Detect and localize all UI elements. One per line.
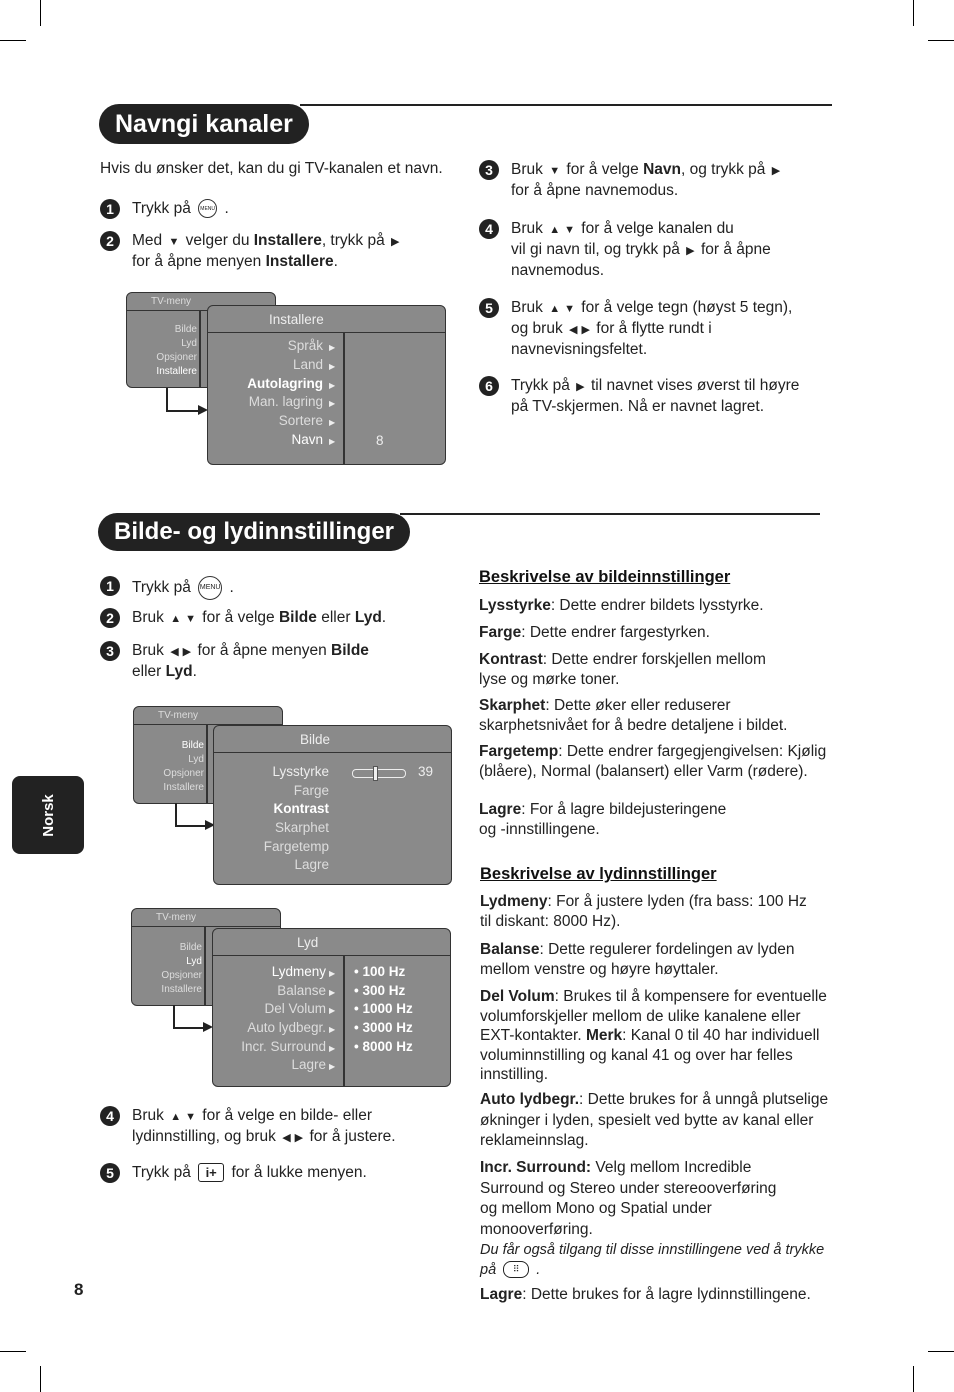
tv-menu-item: Installere [163,782,204,793]
step-text: for å velge [202,609,275,626]
bilde-panel [213,725,452,885]
desc-item [480,892,820,931]
step-bold: Lyd [354,609,382,626]
panel-item: Navn [291,432,323,447]
desc-term: Skarphet [479,697,546,714]
panel-title [213,929,450,956]
panel-item: Balanse [277,983,326,998]
step-text: for å åpne navnemodus. [511,182,679,199]
tv-menu-head: TV-meny [127,293,275,311]
desc-item [479,596,839,616]
panel-item: Incr. Surround [241,1039,326,1054]
intro-text: Hvis du ønsker det, kan du gi TV-kanalen et navn. [100,160,443,177]
desc-text: : Dette endrer fargegjengivelsen: Kjølig (blåere), Normal (balansert) eller Varm (rødere). [479,743,827,780]
step-text: for å velge kanalen du [581,220,734,237]
info-plus-label: i+ [205,1164,217,1180]
desc-item [479,696,799,735]
right-arrow-icon: ▶ [182,646,192,658]
step-number: 1 [100,199,120,219]
desc-item [480,1285,840,1305]
tv-menu-head: TV-meny [134,707,282,725]
step-bold: Installere [253,232,322,249]
right-arrow-icon: ▶ [329,381,336,390]
step-5 [100,1163,367,1183]
step-text: lydinnstilling, og bruk [132,1128,276,1145]
down-arrow-icon: ▼ [564,224,575,236]
step-text: Trykk på [132,579,191,597]
panel-title [214,726,451,753]
installere-panel [207,305,446,465]
down-arrow-icon: ▼ [185,613,196,625]
section-title [99,104,309,144]
panel-item: Lysstyrke [272,764,329,779]
panel-divider [343,332,345,464]
desc-text: : Kanal 0 til 40 har individuell voluminnstilling og kanal 41 og over har felles innstilling. [480,1027,820,1083]
desc-item [480,940,810,979]
crop-mark [913,0,914,26]
panel-value: 39 [418,764,434,779]
right-arrow-icon: ▶ [329,1062,336,1071]
step-1 [100,576,234,600]
section-rule [300,104,832,106]
desc-text: : Dette endrer bildets lysstyrke. [550,597,764,614]
tv-menu-item: Bilde [181,740,204,751]
picture-desc-heading: Beskrivelse av bildeinnstillinger [479,568,731,586]
menu-button-icon [198,576,222,600]
panel-item: Man. lagring [248,394,323,409]
step-text: navnemodus. [511,262,605,279]
desc-text: : For å lagre bildejusteringene og -innstillingene. [479,801,727,838]
freq-label: 1000 Hz [362,1001,413,1016]
up-arrow-icon: ▲ [549,303,561,315]
page-number: 8 [74,1280,84,1299]
connector-line [175,803,209,827]
italic-note [480,1241,840,1280]
crop-mark [928,40,954,41]
tv-menu-divider [206,725,208,803]
step-text: , og trykk på [681,161,766,178]
language-tab [12,776,84,854]
step-text: Trykk på [511,377,570,394]
step-text: velger du [185,232,250,249]
desc-item [480,1090,836,1152]
step-text: for å flytte rundt i [596,320,712,337]
panel-item: Skarphet [274,820,329,835]
right-arrow-icon: ▶ [329,969,336,978]
step-text: Bruk [132,1107,164,1124]
step-text: for å lukke menyen. [231,1164,367,1181]
step-6 [479,376,831,417]
desc-item [479,800,739,839]
panel-item: Autolagring [247,376,323,391]
tv-menu-items [156,323,197,379]
right-arrow-icon: ▶ [329,1006,336,1015]
step-text: til navnet vises øverst til høyre [590,377,800,394]
right-arrow-icon: ▶ [329,437,336,446]
tv-menu-item: Opsjoner [161,970,202,981]
step-text: . [192,663,197,680]
note-text: . [536,1261,541,1278]
desc-item [480,987,836,1085]
desc-text: : For å justere lyden (fra bass: 100 Hz til diskant: 8000 Hz). [480,893,807,930]
panel-item: Farge [293,783,329,798]
step-text: , trykk på [321,232,385,249]
step-text: Bruk [511,220,543,237]
left-arrow-icon: ◀ [569,324,578,336]
panel-title-text: Lyd [297,934,319,950]
step-number: 2 [100,608,120,628]
step-text: . [229,579,234,597]
tv-menu-item: Opsjoner [156,352,197,363]
desc-term: Fargetemp [479,743,559,760]
freq-label: 3000 Hz [362,1020,413,1035]
step-text: for å åpne [700,241,771,258]
desc-term: Lagre [479,801,522,818]
step-text: eller [132,663,162,680]
crop-mark [913,1366,914,1392]
step-bold: Installere [265,253,334,270]
desc-text: Velg mellom Incredible Surround og Stereo under stereooverføring og mellom Mono og Spatial under monooverføring. [480,1159,777,1238]
tv-menu-item: Bilde [179,942,202,953]
desc-text: : Dette regulerer fordelingen av lyden mellom venstre og høyre høyttaler. [480,941,795,978]
right-arrow-icon: ▶ [329,1044,336,1053]
step-text: Med [132,232,163,249]
desc-text: : Brukes til å kompensere for eventuelle volumforskjeller mellom de ulike kanalene eller EXT-kontakter. [480,988,827,1044]
panel-item: Land [292,357,323,372]
down-arrow-icon: ▼ [549,165,561,177]
right-arrow-icon: ▶ [329,343,336,352]
note-text: Du får også tilgang til disse innstillingene ved å trykke på [480,1242,825,1278]
step-number: 2 [100,231,120,251]
step-text: navnevisningsfeltet. [511,341,648,358]
step-text: Bruk [132,609,164,626]
panel-item: Språk [287,338,323,353]
step-bold: Bilde [331,642,369,659]
step-number: 3 [479,160,499,180]
step-number: 6 [479,376,499,396]
step-text: for å åpne menyen [197,642,327,659]
menu-button-icon [198,199,217,218]
step-3 [479,160,831,201]
step-3 [100,641,432,682]
tv-menu-head: TV-meny [132,909,280,927]
tv-menu-items [163,739,204,795]
section-rule [400,513,820,515]
desc-text: : Dette endrer forskjellen mellom lyse og mørke toner. [479,651,766,688]
desc-term: Kontrast [479,651,543,668]
step-text: Bruk [511,299,543,316]
desc-item [479,650,789,689]
up-arrow-icon: ▲ [170,613,182,625]
left-arrow-icon: ◀ [282,1132,291,1144]
right-arrow-icon: ▶ [329,1025,336,1034]
desc-term: Lysstyrke [479,597,551,614]
panel-item: Lagre [294,857,329,872]
section-title-text: Bilde- og lydinnstillinger [114,518,395,545]
panel-item: Fargetemp [263,839,329,854]
section-title [98,513,410,551]
crop-mark [40,1366,41,1392]
up-arrow-icon: ▲ [170,1111,182,1123]
crop-mark [0,40,26,41]
step-2 [100,608,386,629]
step-text: Trykk på [132,1164,191,1181]
desc-item [479,742,839,781]
desc-item [479,623,839,643]
freq-label: 8000 Hz [362,1039,413,1054]
panel-item: Lagre [291,1057,326,1072]
menu-icon-label: MENU [199,584,221,591]
step-text: Bruk [132,642,164,659]
brightness-slider[interactable] [352,769,406,778]
right-arrow-icon: ▶ [294,1132,304,1144]
desc-term: Lagre [480,1286,523,1303]
freq-band: • 3000 Hz [354,1020,413,1035]
menu-icon-label: MENU [200,205,216,212]
right-arrow-icon: ▶ [329,418,336,427]
info-plus-icon [198,1163,224,1182]
panel-item: Lydmeny [271,964,326,979]
freq-band: • 1000 Hz [354,1001,413,1016]
step-4 [100,1106,432,1148]
desc-term: Del Volum [480,988,555,1005]
step-5 [479,298,831,360]
step-text: for å justere. [309,1128,396,1145]
freq-band: • 300 Hz [354,983,406,998]
freq-band: • 100 Hz [354,964,406,979]
slider-knob[interactable] [373,766,378,781]
crop-mark [928,1351,954,1352]
up-arrow-icon: ▲ [549,224,561,236]
tv-menu-item: Installere [161,984,202,995]
tv-menu-item: Lyd [186,956,202,967]
section-title-text: Navngi kanaler [115,109,293,138]
step-4 [479,219,831,281]
right-arrow-icon: ▶ [329,399,336,408]
desc-text: : Dette brukes for å lagre lydinnstillingene. [522,1286,811,1303]
panel-title-text: Installere [269,311,324,327]
down-arrow-icon: ▼ [185,1111,196,1123]
step-text: for å velge en bilde- eller [202,1107,373,1124]
desc-term: Farge [479,624,522,641]
freq-band: • 8000 Hz [354,1039,413,1054]
step-bold: Bilde [278,609,317,626]
step-number: 5 [100,1163,120,1183]
osd-button-icon: ⠿ [503,1261,529,1278]
step-text: Trykk på [132,200,191,217]
desc-text: : Dette øker eller reduserer skarphetsnivået for å bedre detaljene i bildet. [479,697,788,734]
left-arrow-icon: ◀ [170,646,179,658]
step-number: 4 [479,219,499,239]
panel-value: 8 [376,433,384,448]
step-text: Bruk [511,161,543,178]
step-number: 3 [100,641,120,661]
tv-menu-divider [204,927,206,1005]
connector-line [173,1005,207,1029]
panel-title [208,306,445,333]
step-number: 1 [100,576,120,596]
connector-line [166,388,202,412]
right-arrow-icon: ▶ [391,236,400,248]
step-text: . [381,609,387,626]
panel-title-text: Bilde [300,731,331,747]
freq-label: 100 Hz [362,964,406,979]
lyd-panel [212,928,451,1087]
tv-menu-item: Lyd [188,754,204,765]
step-text: . [333,253,338,270]
desc-term: Auto lydbegr. [480,1091,580,1108]
step-bold: Navn [643,161,681,178]
panel-divider [343,955,345,1086]
tv-menu-item: Lyd [181,338,197,349]
panel-item: Auto lydbegr. [247,1020,326,1035]
step-text: for å velge tegn (høyst 5 tegn), [581,299,793,316]
step-number: 4 [100,1106,120,1126]
desc-text: : Dette brukes for å unngå plutselige økninger i lyden, spesielt ved bytte av kanal eller reklameinnslag. [480,1091,829,1149]
desc-text: : Dette endrer fargestyrken. [521,624,710,641]
right-arrow-icon: ▶ [771,165,781,177]
step-text: . [224,200,229,217]
step-text: for å velge [566,161,639,178]
crop-mark [0,1351,26,1352]
right-arrow-icon: ▶ [329,988,336,997]
crop-mark [40,0,41,26]
step-number: 5 [479,298,499,318]
down-arrow-icon: ▼ [168,236,180,248]
tv-menu-item: Installere [156,366,197,377]
freq-label: 300 Hz [362,983,406,998]
sound-desc-heading: Beskrivelse av lydinnstillinger [480,865,717,883]
step-text: og bruk [511,320,563,337]
right-arrow-icon: ▶ [581,324,590,336]
tv-menu-item: Opsjoner [163,768,204,779]
step-text: eller [321,609,351,626]
right-arrow-icon: ▶ [329,362,336,371]
desc-item [480,1158,790,1240]
tv-menu-items [161,941,202,997]
desc-term: Balanse [480,941,540,958]
language-tab-label: Norsk [39,793,57,837]
right-arrow-icon: ▶ [576,381,585,393]
down-arrow-icon: ▼ [564,303,575,315]
tv-menu-item: Bilde [174,324,197,335]
right-arrow-icon: ▶ [686,245,695,257]
tv-menu-divider [199,311,201,387]
step-2 [100,231,432,272]
panel-item: Sortere [278,413,323,428]
desc-term: Lydmeny [480,893,548,910]
step-bold: Lyd [165,663,193,680]
panel-item: Kontrast [273,801,329,816]
step-text: for å åpne menyen [132,253,262,270]
desc-term: Merk [585,1027,623,1044]
panel-item: Del Volum [264,1001,326,1016]
step-text: vil gi navn til, og trykk på [511,241,680,258]
step-1 [100,199,229,219]
desc-term: Incr. Surround: [480,1159,592,1176]
step-text: på TV-skjermen. Nå er navnet lagret. [511,398,765,415]
